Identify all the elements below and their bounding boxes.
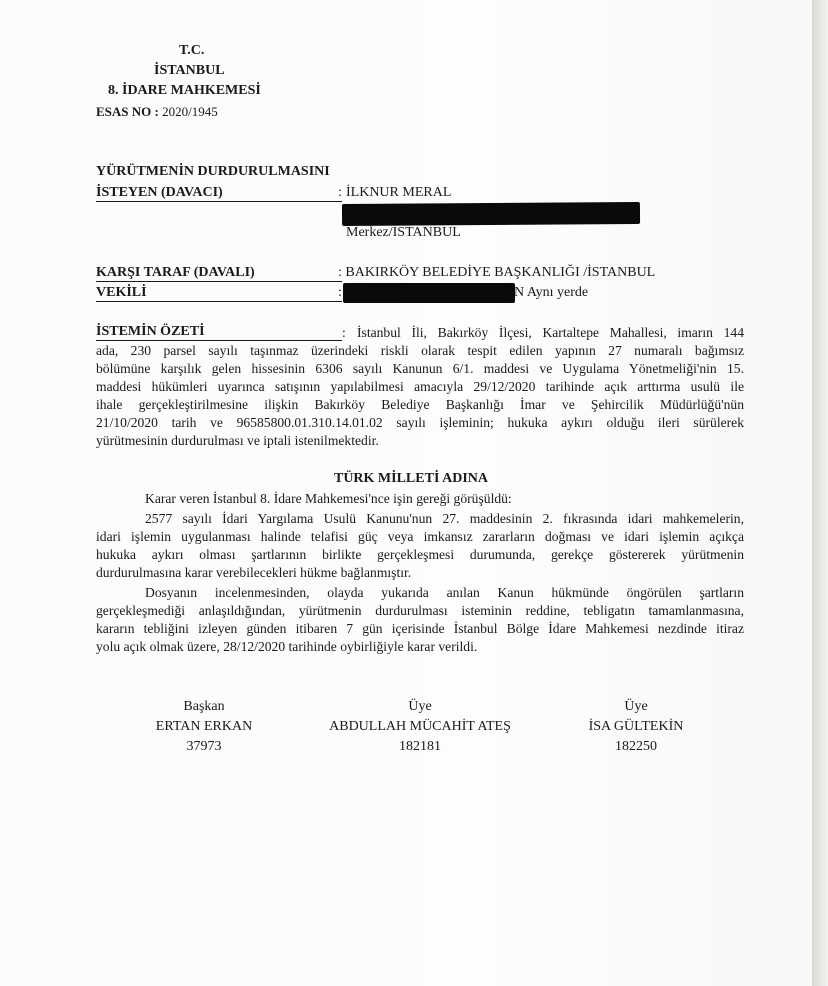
case-number-label: ESAS NO : [96,104,159,119]
summary-line: maddesi hükümleri uyarınca satışının yapılabilmesi amacıyla 29/12/2020 tarihinde açık arttırma usulü ile [96,379,744,394]
attorney-colon: : [338,285,342,300]
summary-line: bölümüne karşılık gelen hissesinin 6306 sayılı Kanunun 6/1. maddesi ve Uygulama Yönetmeliği'nin 15. [96,361,744,376]
plaintiff-title-line2: İSTEYEN (DAVACI) [96,185,223,200]
ruling-line: gerçekleşmediği anlaşıldığından, yürütmenin durdurulması isteminin reddine, tebligatın tamamlanmasına, [96,603,744,618]
ruling-line: kararın tebliğini izleyen günden itibaren 7 gün içerisinde İstanbul Bölge İdare Mahkemesi nezdinde itiraz [96,621,744,636]
reason-line: 2577 sayılı İdari Yargılama Usulü Kanunu'nun 27. maddesinin 2. fıkrasında idari mahkemelerin, [145,511,744,526]
case-number [96,103,218,121]
summary-underline [96,340,342,341]
signature-number: 182181 [399,739,441,754]
summary-line: 21/10/2020 tarih ve 96585800.01.310.14.01.02 sayılı işleminin; hukuka aykırı olduğu ileri sürülerek [96,415,744,430]
attorney-suffix: N Aynı yerde [514,285,589,300]
summary-colon: : [342,325,346,340]
redacted-attorney-name [343,283,515,303]
defendant-value: : BAKIRKÖY BELEDİYE BAŞKANLIĞI /İSTANBUL [338,265,656,280]
signature-name: ABDULLAH MÜCAHİT ATEŞ [329,719,511,734]
page-edge [812,0,828,986]
signature-number: 37973 [186,739,222,754]
redacted-address [342,202,640,226]
summary-line: İstanbul İli, Bakırköy İlçesi, Kartaltepe Mahallesi, imarın 144 [357,325,744,340]
summary-line: ihale gerçekleştirilmesine ilişkin Bakırköy Belediye Başkanlığı İmar ve Şehircilik Müdürlüğü'nün [96,397,744,412]
decision-title-text: TÜRK MİLLETİ ADINA [333,471,489,486]
header-court: 8. İDARE MAHKEMESİ [108,83,261,98]
signature-number: 182250 [615,739,657,754]
summary-label: İSTEMİN ÖZETİ [96,324,205,339]
reason-line: hukuka aykırı olması şartlarının birlikte gerçekleşmesi durumunda, gerekçe göstererek yürütmenin [96,547,744,562]
decision-title [0,470,828,488]
summary-line: ada, 230 parsel sayılı taşınmaz üzerindeki riskli olarak tespit edilen yapının 27 numaralı bağımsız [96,343,744,358]
ruling-line: yolu açık olmak üzere, 28/12/2020 tarihinde oybirliğiyle karar verildi. [96,639,478,654]
header-city: İSTANBUL [154,63,225,78]
plaintiff-colon: : [338,185,342,200]
case-number-value: 2020/1945 [162,104,218,119]
defendant-underline [96,281,342,282]
attorney-underline [96,301,342,302]
signature-role: Üye [408,699,432,714]
reason-line: idari işlemin uygulanması halinde telafisi güç veya imkansız zararların doğması ve idari işlemin açıkça [96,529,744,544]
ruling-line: Dosyanın incelenmesinden, olayda yukarıda anılan Kanun hükmünde öngörülen şartların [145,585,744,600]
plaintiff-underline [96,201,342,202]
summary-line: yürütmesinin durdurulması ve iptali istenilmektedir. [96,433,379,448]
signature-block-president [94,697,314,757]
plaintiff-title-line1: YÜRÜTMENİN DURDURULMASINI [96,164,330,179]
decision-intro: Karar veren İstanbul 8. İdare Mahkemesi'nce işin gereği görüşüldü: [145,491,512,506]
header-tc: T.C. [179,43,205,58]
signature-name: İSA GÜLTEKİN [588,719,684,734]
signature-block-member-2 [526,697,746,757]
signature-name: ERTAN ERKAN [155,719,253,734]
defendant-label: KARŞI TARAF (DAVALI) [96,265,255,280]
plaintiff-address-city: Merkez/İSTANBUL [346,225,461,240]
reason-line: durdurulmasına karar verebilecekleri hükme bağlanmıştır. [96,565,412,580]
signature-role: Başkan [183,699,225,714]
attorney-label: VEKİLİ [96,285,147,300]
signature-role: Üye [624,699,648,714]
signature-block-member-1 [310,697,530,757]
plaintiff-name: İLKNUR MERAL [346,185,452,200]
